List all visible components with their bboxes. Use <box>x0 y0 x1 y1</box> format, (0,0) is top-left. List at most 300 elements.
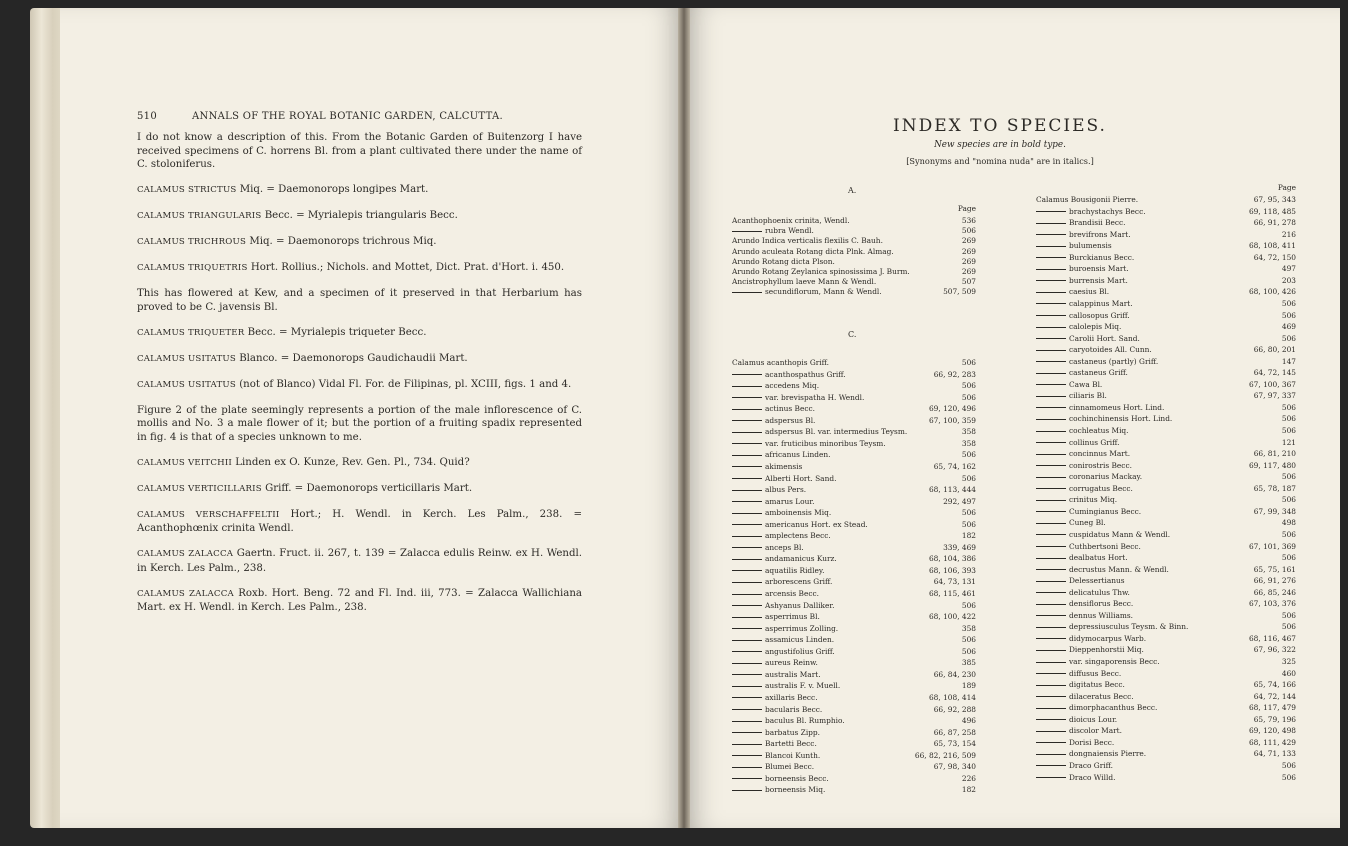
entry-page: 506 <box>961 473 976 483</box>
book-gutter <box>678 8 690 828</box>
index-entry <box>732 216 976 226</box>
index-entry <box>1036 403 1296 413</box>
entry-name: dennus Williams. <box>1069 610 1134 620</box>
entry-page: 69, 120, 496 <box>928 404 976 414</box>
ditto-dash <box>1036 350 1066 351</box>
entry-page: 66, 81, 210 <box>1253 449 1296 459</box>
entry-page: 506 <box>1281 310 1296 320</box>
entry-name: depressiusculus Teysm. & Binn. <box>1069 622 1189 632</box>
index-entry <box>1036 576 1296 586</box>
index-entry <box>732 226 976 236</box>
entry-page: 506 <box>1281 333 1296 343</box>
ditto-dash <box>732 466 762 467</box>
index-entry <box>1036 207 1296 217</box>
entry-name: Cuneg Bl. <box>1069 518 1106 528</box>
index-entry <box>732 681 976 691</box>
entry-name: Draco Willd. <box>1069 772 1116 782</box>
entry-page: 358 <box>961 623 976 633</box>
entry-page: 65, 74, 162 <box>933 461 976 471</box>
entry-page: 68, 100, 426 <box>1248 287 1296 297</box>
entry-name: buroensis Mart. <box>1069 264 1129 274</box>
entry-page: 67, 95, 343 <box>1253 195 1296 204</box>
index-entry <box>732 277 976 287</box>
entry-name: bacularis Becc. <box>765 704 823 714</box>
index-entry <box>1036 553 1296 563</box>
ditto-dash <box>732 594 762 595</box>
entry-name: assamicus Linden. <box>765 635 835 645</box>
body-paragraph <box>137 404 582 445</box>
ditto-dash <box>1036 303 1066 304</box>
ditto-dash <box>732 478 762 479</box>
entry-name: Acanthophoenix crinita, Wendl. <box>732 216 850 225</box>
entry-name: Arundo Rotang dicta Plson. <box>732 256 835 266</box>
entry-name: Arundo Indica verticalis flexilis C. Bauh. <box>732 236 883 246</box>
entry-name: Arundo Rotang Zeylanica spinosissima J. Burm. <box>732 267 910 276</box>
entry-name: amboinensis Miq. <box>765 508 832 518</box>
index-entry <box>1036 414 1296 424</box>
ditto-dash <box>1036 280 1066 281</box>
ditto-dash <box>732 582 762 583</box>
entry-name: acanthospathus Griff. <box>765 369 846 379</box>
ditto-dash <box>1036 373 1066 374</box>
index-entry <box>732 381 976 391</box>
entry-page: 65, 73, 154 <box>933 739 976 749</box>
entry-page: 292, 497 <box>943 496 976 506</box>
index-entry <box>1036 680 1296 690</box>
entry-page: 506 <box>961 392 976 402</box>
entry-name: Cumingianus Becc. <box>1069 506 1142 516</box>
entry-page: 506 <box>1281 529 1296 539</box>
index-entry <box>732 693 976 703</box>
entry-page: 269 <box>961 246 976 256</box>
entry-page: 506 <box>1281 610 1296 620</box>
ditto-dash <box>732 617 762 618</box>
entry-name: digitatus Becc. <box>1069 680 1125 690</box>
entry-page: 226 <box>961 773 976 783</box>
entry-name: brachystachys Becc. <box>1069 206 1146 216</box>
index-entry <box>1036 461 1296 471</box>
body-paragraph <box>137 352 582 367</box>
ditto-dash <box>732 640 762 641</box>
ditto-dash <box>1036 257 1066 258</box>
entry-name: actinus Becc. <box>765 404 815 414</box>
entry-page: 507 <box>961 277 976 287</box>
index-entry <box>1036 761 1296 771</box>
ditto-dash <box>1036 638 1066 639</box>
species-heading: CALAMUS ZALACCA <box>137 588 234 599</box>
entry-name: coronarius Mackay. <box>1069 472 1143 482</box>
body-paragraph <box>137 131 582 172</box>
entry-name: axillaris Becc. <box>765 692 818 702</box>
ditto-dash <box>732 674 762 675</box>
entry-page: 339, 469 <box>943 542 976 552</box>
index-entry <box>732 267 976 277</box>
species-heading: CALAMUS USITATUS <box>137 379 236 390</box>
ditto-dash <box>1036 361 1066 362</box>
ditto-dash <box>1036 327 1066 328</box>
ditto-dash <box>732 697 762 698</box>
ditto-dash <box>732 231 762 232</box>
species-heading: CALAMUS TRIQUETRIS <box>137 263 248 273</box>
entry-name: corrugatus Becc. <box>1069 483 1133 493</box>
ditto-dash <box>1036 315 1066 316</box>
ditto-dash <box>1036 558 1066 559</box>
index-entry <box>1036 241 1296 251</box>
index-entry <box>732 705 976 715</box>
entry-name: adspersus Bl. var. intermedius Teysm. <box>765 427 908 437</box>
entry-page: 68, 108, 411 <box>1248 241 1296 251</box>
body-paragraph <box>137 183 582 198</box>
index-entry <box>1036 322 1296 332</box>
entry-name: dilaceratus Becc. <box>1069 691 1134 701</box>
ditto-dash <box>732 778 762 779</box>
entry-page: 64, 72, 145 <box>1253 368 1296 378</box>
entry-name: aureus Reinw. <box>765 658 818 668</box>
index-entry <box>732 566 976 576</box>
entry-page: 460 <box>1281 668 1296 678</box>
ditto-dash <box>1036 777 1066 778</box>
index-entry <box>1036 391 1296 401</box>
entry-name: anceps Bl. <box>765 542 804 552</box>
paragraph-text: Hort. Rollius.; Nichols. and Mottet, Dict. Prat. d'Hort. i. 450. <box>247 262 565 273</box>
entry-name: angustifolius Griff. <box>765 646 835 656</box>
ditto-dash <box>1036 465 1066 466</box>
index-entry <box>732 612 976 622</box>
entry-page: 147 <box>1281 356 1296 366</box>
paragraph-text: Figure 2 of the plate seemingly represents a portion of the male inflorescence of C. mollis and No. 3 a male flower of it; but the portion of a fruiting spadix represented in fig. 4 is that of a species unknown to me. <box>137 404 582 443</box>
entry-name: borneensis Becc. <box>765 773 829 783</box>
species-heading: CALAMUS ZALACCA <box>137 549 234 559</box>
species-heading: CALAMUS STRICTUS <box>137 185 237 195</box>
ditto-dash <box>732 455 762 456</box>
entry-page: 506 <box>961 635 976 645</box>
section-letter-a: A. <box>848 186 857 195</box>
entry-page: 67, 101, 369 <box>1248 541 1296 551</box>
entry-name: Arundo aculeata Rotang dicta Plnk. Almag. <box>732 246 894 256</box>
ditto-dash <box>732 443 762 444</box>
entry-name: cochinchinensis Hort. Lind. <box>1069 414 1173 424</box>
index-entry <box>1036 287 1296 297</box>
entry-page: 469 <box>1281 322 1296 332</box>
entry-page: 66, 80, 201 <box>1253 345 1296 355</box>
index-entry <box>1036 311 1296 321</box>
entry-name: concinnus Mart. <box>1069 449 1131 459</box>
entry-name: asperrimus Zolling. <box>765 623 839 633</box>
index-entry <box>732 554 976 564</box>
index-entry <box>732 589 976 599</box>
entry-name: africanus Linden. <box>765 450 831 460</box>
ditto-dash <box>1036 534 1066 535</box>
index-entry <box>1036 773 1296 783</box>
index-entry <box>1036 542 1296 552</box>
entry-page: 67, 97, 337 <box>1253 391 1296 401</box>
entry-page: 66, 92, 283 <box>933 369 976 379</box>
body-paragraph <box>137 326 582 341</box>
ditto-dash <box>1036 477 1066 478</box>
index-entry <box>1036 218 1296 228</box>
body-paragraph <box>137 378 582 393</box>
species-heading: CALAMUS VERTICILLARIS <box>137 483 262 494</box>
ditto-dash <box>732 686 762 687</box>
ditto-dash <box>732 397 762 398</box>
entry-page: 67, 103, 376 <box>1248 599 1296 609</box>
index-entry <box>1036 518 1296 528</box>
ditto-dash <box>1036 419 1066 420</box>
ditto-dash <box>1036 269 1066 270</box>
entry-page: 66, 91, 278 <box>1253 218 1296 228</box>
ditto-dash <box>732 432 762 433</box>
ditto-dash <box>1036 431 1066 432</box>
entry-name: callosopus Griff. <box>1069 310 1130 320</box>
entry-name: dealbatus Hort. <box>1069 553 1128 563</box>
ditto-dash <box>1036 627 1066 628</box>
index-entry <box>1036 484 1296 494</box>
entry-page: 497 <box>1281 264 1296 274</box>
ditto-dash <box>1036 384 1066 385</box>
entry-page: 66, 84, 230 <box>933 669 976 679</box>
index-entry <box>732 416 976 426</box>
entry-name: secundiflorum, Mann & Wendl. <box>765 287 882 297</box>
paragraph-text: Blanco. = Daemonorops Gaudichaudii Mart. <box>235 352 468 364</box>
entry-page: 506 <box>1281 472 1296 482</box>
entry-page: 506 <box>1281 298 1296 308</box>
index-entry <box>732 485 976 495</box>
entry-page: 506 <box>1281 760 1296 770</box>
entry-name: accedens Miq. <box>765 381 820 391</box>
index-entry <box>1036 565 1296 575</box>
page-column-header-2: Page <box>1277 183 1296 192</box>
species-heading: CALAMUS VEITCHII <box>137 457 233 468</box>
entry-page: 65, 78, 187 <box>1253 483 1296 493</box>
body-paragraph <box>137 261 582 276</box>
entry-name: diffusus Becc. <box>1069 668 1122 678</box>
ditto-dash <box>1036 731 1066 732</box>
index-entry <box>732 728 976 738</box>
entry-name: didymocarpus Warb. <box>1069 633 1147 643</box>
entry-page: 68, 100, 422 <box>928 612 976 622</box>
index-column-2 <box>1036 183 1296 823</box>
index-entry <box>1036 669 1296 679</box>
ditto-dash <box>1036 581 1066 582</box>
index-note: [Synonyms and "nomina nuda" are in italics.] <box>906 156 1094 166</box>
entry-name: baculus Bl. Rumphio. <box>765 716 845 726</box>
entry-page: 68, 115, 461 <box>928 589 976 598</box>
index-entry <box>732 716 976 726</box>
index-entry <box>1036 715 1296 725</box>
entry-name: calolepis Miq. <box>1069 322 1122 332</box>
entry-page: 189 <box>961 681 976 691</box>
ditto-dash <box>732 292 762 293</box>
paragraph-text: (not of Blanco) Vidal Fl. For. de Filipinas, pl. XCIII, figs. 1 and 4. <box>235 378 572 390</box>
paragraph-text: Griff. = Daemonorops verticillaris Mart. <box>261 482 473 494</box>
paragraph-text: Roxb. Hort. Beng. 72 and Fl. Ind. iii, 773. = Zalacca Wallichiana Mart. ex H. Wendl. in Kerch. Les Palm., 238. <box>137 587 582 613</box>
ditto-dash <box>732 755 762 756</box>
paragraph-text: Becc. = Myrialepis triqueter Becc. <box>244 326 427 338</box>
ditto-dash <box>1036 708 1066 709</box>
ditto-dash <box>1036 592 1066 593</box>
entry-page: 506 <box>961 226 976 236</box>
ditto-dash <box>1036 442 1066 443</box>
ditto-dash <box>732 524 762 525</box>
entry-name: arborescens Griff. <box>765 577 833 587</box>
entry-page: 68, 106, 393 <box>928 565 976 575</box>
index-entry <box>1036 345 1296 355</box>
entry-page: 506 <box>961 381 976 391</box>
species-heading: CALAMUS USITATUS <box>137 353 236 364</box>
entry-page: 67, 100, 359 <box>928 415 976 425</box>
index-entry <box>1036 368 1296 378</box>
ditto-dash <box>1036 246 1066 247</box>
entry-name: brevifrons Mart. <box>1069 229 1131 239</box>
index-subtitle: New species are in bold type. <box>934 140 1066 150</box>
ditto-dash <box>1036 211 1066 212</box>
ditto-dash <box>732 732 762 733</box>
entry-page: 496 <box>961 716 976 726</box>
entry-name: australis Mart. <box>765 669 821 679</box>
ditto-dash <box>1036 454 1066 455</box>
page-column-header: Page <box>957 204 976 213</box>
entry-page: 67, 96, 322 <box>1253 645 1296 655</box>
index-entry <box>732 520 976 530</box>
ditto-dash <box>1036 569 1066 570</box>
index-entry <box>732 577 976 587</box>
entry-page: 64, 73, 131 <box>933 577 976 587</box>
index-entry <box>1036 380 1296 390</box>
paragraph-text: This has flowered at Kew, and a specimen of it preserved in that Herbarium has proved to be C. javensis Bl. <box>137 288 582 313</box>
index-entry <box>732 236 976 246</box>
ditto-dash <box>732 420 762 421</box>
entry-page: 66, 87, 258 <box>933 727 976 737</box>
ditto-dash <box>732 628 762 629</box>
entry-name: asperrimus Bl. <box>765 612 820 622</box>
ditto-dash <box>732 790 762 791</box>
entry-page: 507, 509 <box>943 287 976 297</box>
index-entry <box>1036 611 1296 621</box>
entry-page: 69, 118, 485 <box>1248 206 1296 216</box>
paragraph-text: I do not know a description of this. From the Botanic Garden of Buitenzorg I have received specimens of C. horrens Bl. from a plant cultivated there under the name of C. stoloniferus. <box>137 132 582 170</box>
paragraph-text: Hort.; H. Wendl. in Kerch. Les Palm., 238. = Acanthophœnix crinita Wendl. <box>137 508 582 534</box>
ditto-dash <box>1036 546 1066 547</box>
ditto-dash <box>732 767 762 768</box>
ditto-dash <box>732 570 762 571</box>
entry-name: delicatulus Thw. <box>1069 587 1130 597</box>
entry-page: 66, 92, 288 <box>933 704 976 714</box>
index-entry <box>732 508 976 518</box>
entry-name: andamanicus Kurz. <box>765 554 837 564</box>
entry-name: Cawa Bl. <box>1069 379 1103 389</box>
index-entry <box>1036 195 1296 205</box>
ditto-dash <box>1036 604 1066 605</box>
entry-name: castaneus (partly) Griff. <box>1069 356 1159 366</box>
index-entry <box>1036 438 1296 448</box>
entry-page: 269 <box>961 236 976 246</box>
index-entry <box>732 450 976 460</box>
entry-name: dioicus Lour. <box>1069 714 1118 724</box>
index-entry <box>1036 426 1296 436</box>
ditto-dash <box>1036 673 1066 674</box>
entry-page: 182 <box>961 531 976 541</box>
index-entry <box>1036 276 1296 286</box>
index-entry <box>1036 622 1296 632</box>
entry-name: americanus Hort. ex Stead. <box>765 519 868 529</box>
entry-name: Ashyanus Dalliker. <box>765 600 835 610</box>
body-paragraph <box>137 235 582 250</box>
body-paragraph <box>137 508 582 536</box>
entry-name: rubra Wendl. <box>765 226 814 236</box>
index-entry <box>1036 495 1296 505</box>
body-paragraph <box>137 456 582 471</box>
entry-name: Blumei Becc. <box>765 762 815 772</box>
ditto-dash <box>732 744 762 745</box>
entry-name: Calamus Bousigonii Pierre. <box>1036 195 1139 204</box>
entry-name: castaneus Griff. <box>1069 368 1128 378</box>
entry-name: Dieppenhorstii Miq. <box>1069 645 1144 655</box>
index-entry <box>732 762 976 772</box>
entry-name: Bartetti Becc. <box>765 739 817 749</box>
entry-page: 69, 117, 480 <box>1248 460 1296 470</box>
index-entry <box>1036 472 1296 482</box>
index-entry <box>1036 634 1296 644</box>
ditto-dash <box>1036 500 1066 501</box>
ditto-dash <box>1036 754 1066 755</box>
entry-page: 65, 79, 196 <box>1253 714 1296 724</box>
entry-page: 69, 120, 498 <box>1248 726 1296 736</box>
index-column-1 <box>732 176 976 816</box>
index-entry <box>1036 299 1296 309</box>
paragraph-text: Miq. = Daemonorops trichrous Miq. <box>246 236 437 247</box>
index-entry <box>732 257 976 267</box>
paragraph-text: Miq. = Daemonorops longipes Mart. <box>236 184 429 195</box>
entry-page: 68, 117, 479 <box>1248 703 1296 713</box>
entry-name: australis F. v. Muell. <box>765 681 841 691</box>
index-entry <box>1036 599 1296 609</box>
entry-name: Alberti Hort. Sand. <box>765 473 837 483</box>
entry-page: 506 <box>1281 553 1296 563</box>
ditto-dash <box>1036 650 1066 651</box>
index-entry <box>732 624 976 634</box>
index-title: INDEX TO SPECIES. <box>893 116 1107 136</box>
index-entry <box>1036 749 1296 759</box>
index-entry <box>1036 726 1296 736</box>
entry-page: 65, 74, 166 <box>1253 680 1296 690</box>
entry-name: Carolii Hort. Sand. <box>1069 333 1140 343</box>
entry-name: Blancoi Kunth. <box>765 750 821 760</box>
entry-page: 385 <box>961 658 976 668</box>
paragraph-text: Becc. = Myrialepis triangularis Becc. <box>261 210 458 221</box>
body-paragraph <box>137 209 582 224</box>
index-entry <box>1036 334 1296 344</box>
entry-name: Burckianus Becc. <box>1069 252 1135 262</box>
index-entry <box>1036 657 1296 667</box>
entry-name: Brandisii Becc. <box>1069 218 1126 228</box>
index-entry <box>732 670 976 680</box>
entry-name: conirostris Becc. <box>1069 460 1132 470</box>
ditto-dash <box>732 386 762 387</box>
index-entry <box>1036 230 1296 240</box>
entry-page: 216 <box>1281 229 1296 239</box>
entry-name: discolor Mart. <box>1069 726 1122 736</box>
index-entry <box>1036 253 1296 263</box>
species-heading: CALAMUS TRIANGULARIS <box>137 211 262 221</box>
index-entry <box>732 647 976 657</box>
entry-page: 506 <box>961 508 976 518</box>
ditto-dash <box>1036 685 1066 686</box>
ditto-dash <box>732 409 762 410</box>
entry-page: 536 <box>961 216 976 225</box>
entry-page: 67, 99, 348 <box>1253 506 1296 516</box>
index-entry <box>1036 449 1296 459</box>
index-entry <box>732 247 976 257</box>
